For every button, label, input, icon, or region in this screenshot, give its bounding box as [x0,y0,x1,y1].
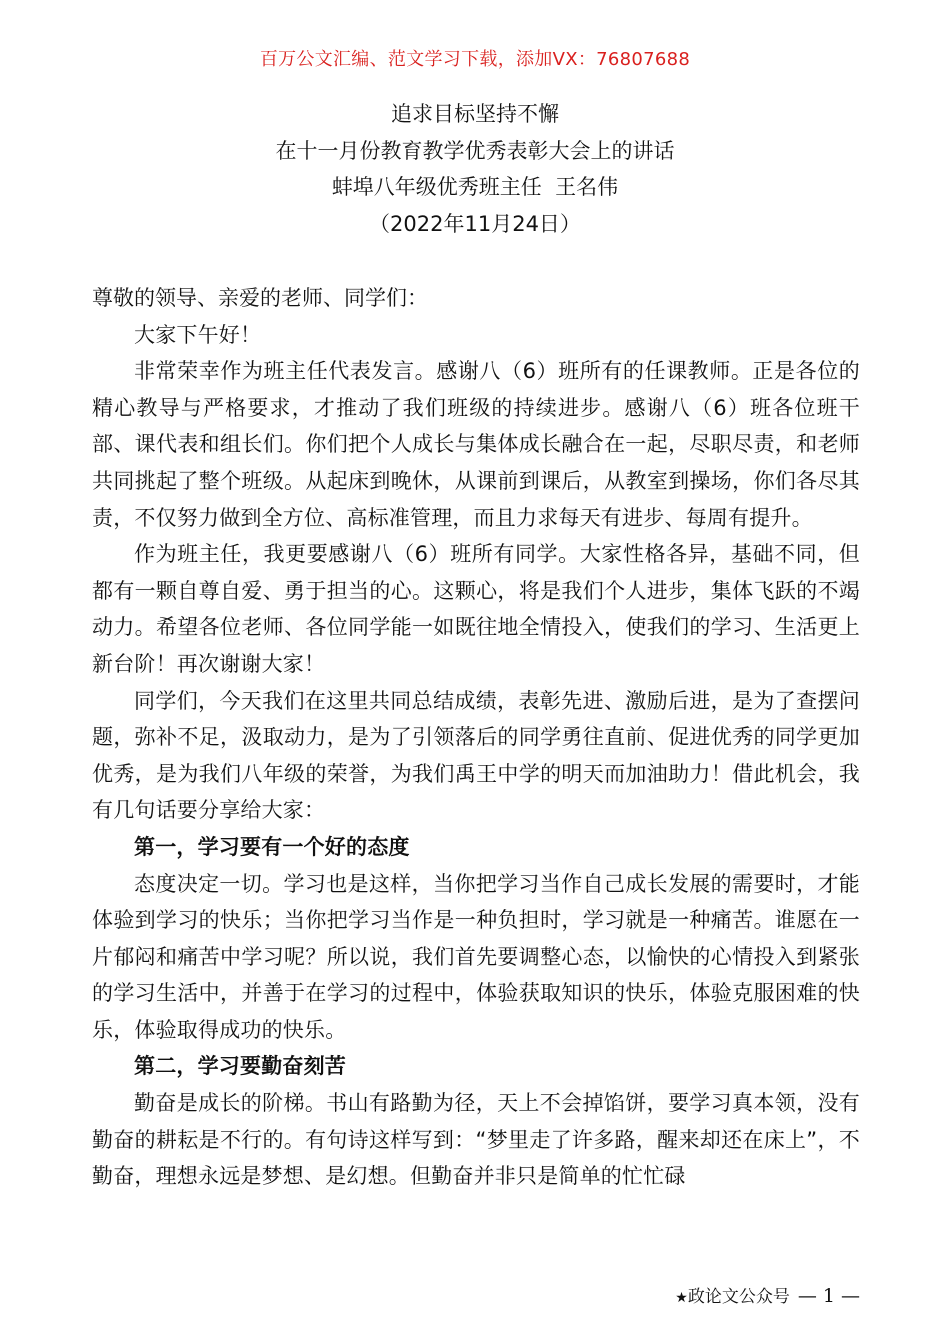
watermark-banner: 百万公文汇编、范文学习下载，添加VX：76807688 [259,49,691,70]
speech-subtitle: 在十一月份教育教学优秀表彰大会上的讲话 [275,138,675,163]
salutation: 尊敬的领导、亲爱的老师、同学们： [92,286,428,310]
section-1-title: 第一，学习要有一个好的态度 [134,834,410,859]
star-icon: ★ [675,1290,688,1306]
document-heading [0,96,950,242]
paragraph-summary: 同学们，今天我们在这里共同总结成绩，表彰先进、激励后进，是为了查摆问题，弥补不足，汲取动力，是为了引领落后的同学勇往直前、促进优秀的同学更加优秀，是为我们八年级的荣誉，为我们禹王中学的明天而加油助力！借此机会，我有几句话要分享给大家： [92,688,860,823]
section-1-text: 态度决定一切。学习也是这样，当你把学习当作自己成长发展的需要时，才能体验到学习的快乐；当你把学习当作是一种负担时，学习就是一种痛苦。谁愿在一片郁闷和痛苦中学习呢？所以说，我们首先要调整心态，以愉快的心情投入到紧张的学习生活中，并善于在学习的过程中，体验获取知识的快乐，体验克服困难的快乐，体验取得成功的快乐。 [92,871,860,1042]
footer-source: 政论文公众号 [687,1287,790,1307]
paragraph-thanks-teachers: 非常荣幸作为班主任代表发言。感谢八（6）班所有的任课教师。正是各位的精心教导与严格要求，才推动了我们班级的持续进步。感谢八（6）班各位班干部、课代表和组长们。你们把个人成长与集体成长融合在一起，尽职尽责，和老师共同挑起了整个班级。从起床到晚休，从课前到课后，从教室到操场，你们各尽其责，不仅努力做到全方位、高标准管理，而且力求每天有进步、每周有提升。 [92,359,860,530]
section-2-title: 第二，学习要勤奋刻苦 [134,1054,346,1079]
page-number: — 1 — [797,1285,860,1307]
paragraph-greeting: 大家下午好！ [134,322,262,347]
speech-title: 追求目标坚持不懈 [391,102,559,126]
paragraph-thanks-students: 作为班主任，我更要感谢八（6）班所有同学。大家性格各异，基础不同，但都有一颗自尊自爱、勇于担当的心。这颗心，将是我们个人进步，集体飞跃的不竭动力。希望各位老师、各位同学能一如既往地全情投入，使我们的学习、生活更上新台阶！再次谢谢大家！ [92,542,860,676]
speech-date: （2022年11月24日） [369,211,581,236]
page-footer [560,1282,860,1312]
section-2-text: 勤奋是成长的阶梯。书山有路勤为径，天上不会掉馅饼，要学习真本领，没有勤奋的耕耘是不行的。有句诗这样写到：“梦里走了许多路，醒来却还在床上”，不勤奋，理想永远是梦想、是幻想。但勤奋并非只是简单的忙忙碌 [92,1091,860,1189]
speech-body [92,280,860,1195]
speaker-line: 蚌埠八年级优秀班主任 王名伟 [331,175,619,199]
